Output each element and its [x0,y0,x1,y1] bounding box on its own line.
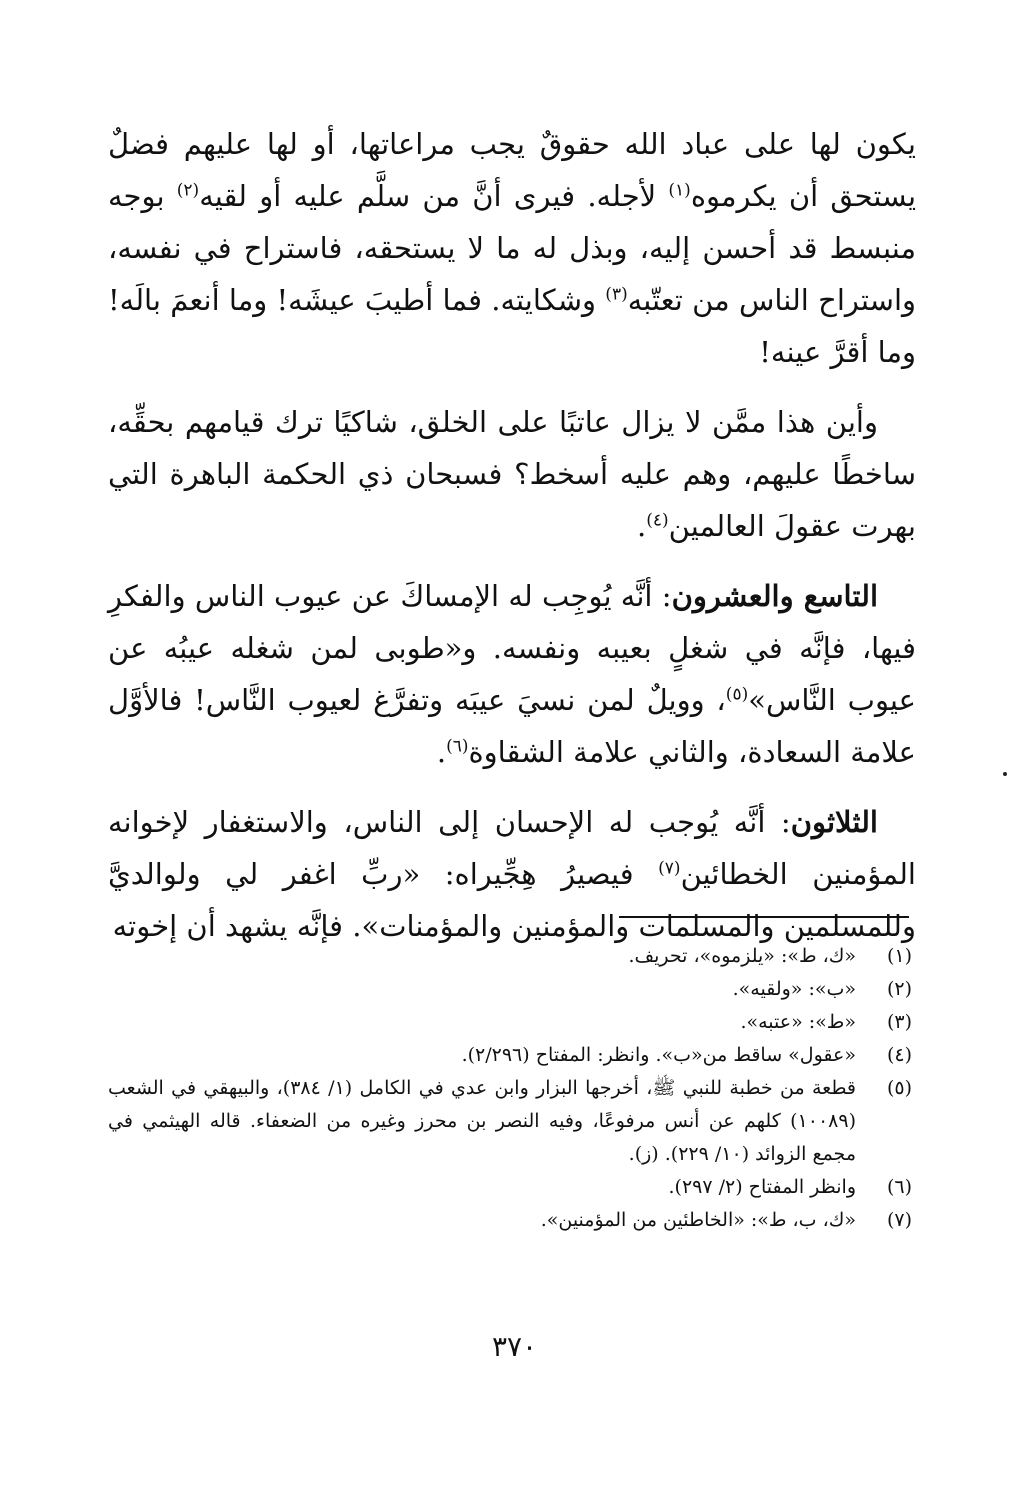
footnote-separator [619,916,909,918]
scan-speck [1003,772,1007,776]
footnote-number: (٧) [886,1209,912,1231]
paragraph-2 [108,396,916,552]
paragraph-2-text-2: . [637,509,647,543]
paragraph-3 [108,570,916,778]
footnote-item [108,940,916,973]
footnote-ref-4: (٤) [646,510,669,531]
paragraph-3-text-3: . [436,735,447,769]
footnote-text: قطعة من خطبة للنبي ﷺ، أخرجها البزار وابن عدي في الكامل (١/ ٣٨٤)، والبيهقي في الشعب (١٠٠٨٩) كلهم عن أنس مرفوعًا، وفيه النصر بن محرز وغيره من الضعفاء. قاله الهيثمي في مجمع الزوائد (١٠/ ٢٢٩). (ز). [108,1077,856,1165]
paragraph-4-text-1: : أنَّه يُوجب له الإحسان إلى الناس، والاستغفار لإخوانه المؤمنين الخطائين [108,805,916,891]
paragraph-1-text-2: لأجله. فيرى أنَّ من سلَّم عليه أو لقيه [199,179,669,213]
footnote-ref-1: (١) [668,180,691,201]
paragraph-3-text-1: : أنَّه يُوجِب له الإمساكَ عن عيوب الناس والفكرِ فيها، فإنَّه في شغلٍ بعيبه ونفسه. و«طوبى لمن شغله عيبُه عن عيوب النَّاس» [108,579,916,717]
footnote-ref-5: (٥) [725,684,749,705]
footnote-ref-2: (٢) [176,180,200,201]
footnote-number: (٦) [886,1176,912,1198]
footnote-item [108,1006,916,1039]
footnote-item [108,1171,916,1204]
footnote-number: (٥) [886,1077,912,1099]
section-heading-30: الثلاثون [790,805,878,839]
paragraph-1-text-1: يكون لها على عباد الله حقوقٌ يجب مراعاتها، أو لها عليهم فضلٌ يستحق أن يكرموه [108,127,917,213]
footnote-item [108,973,916,1006]
paragraph-4-text-2: فيصيرُ هِجِّيراه: «ربِّ اغفر لي ولوالديَّ وللمسلمين والمسلمات والمؤمنين والمؤمنات». فإنَّه يشهد أن إخوته [108,857,916,943]
footnote-ref-7: (٧) [658,858,681,879]
footnote-ref-6: (٦) [446,736,469,757]
footnote-text: «ط»: «عتبه». [740,1011,856,1033]
paragraph-1-text-4: وشكايته. فما أطيبَ عيشَه! وما أنعمَ بالَه! وما أقرَّ عينه! [108,283,916,369]
paragraph-4 [108,796,916,952]
footnote-number: (٣) [886,1011,912,1033]
page-number: ٣٧٠ [491,1330,538,1363]
footnote-number: (٤) [886,1044,912,1066]
footnote-text: وانظر المفتاح (٢/ ٢٩٧). [668,1176,856,1198]
section-heading-29: التاسع والعشرون [671,579,879,613]
paragraph-2-text-1: وأين هذا ممَّن لا يزال عاتبًا على الخلق، شاكيًا ترك قيامهم بحقِّه، ساخطًا عليهم، وهم عليه أسخط؟ فسبحان ذي الحكمة الباهرة التي بهرت عقولَ العالمين [108,405,916,543]
footnotes [108,940,916,1237]
footnote-text: «ب»: «ولقيه». [732,978,856,1000]
footnote-number: (٢) [886,978,912,1000]
paragraph-3-text-2: ، وويلٌ لمن نسيَ عيبَه وتفرَّغ لعيوب النَّاس! فالأوَّل علامة السعادة، والثاني علامة الشقاوة [108,683,916,769]
footnote-text: «ك، ط»: «يلزموه»، تحريف. [628,945,856,967]
footnote-item [108,1072,916,1171]
footnote-item [108,1204,916,1237]
footnote-text: «ك، ب، ط»: «الخاطئين من المؤمنين». [540,1209,856,1231]
footnote-ref-3: (٣) [605,284,628,305]
footnote-item [108,1039,916,1072]
main-text [108,118,916,970]
footnote-number: (١) [886,945,912,967]
footnote-text: «عقول» ساقط من«ب». وانظر: المفتاح (٢/٢٩٦). [461,1044,856,1066]
paragraph-1 [108,118,916,378]
paragraph-1-text-3: بوجه منبسط قد أحسن إليه، وبذل له ما لا يستحقه، فاستراح في نفسه، واستراح الناس من تعتّبه [108,179,916,317]
